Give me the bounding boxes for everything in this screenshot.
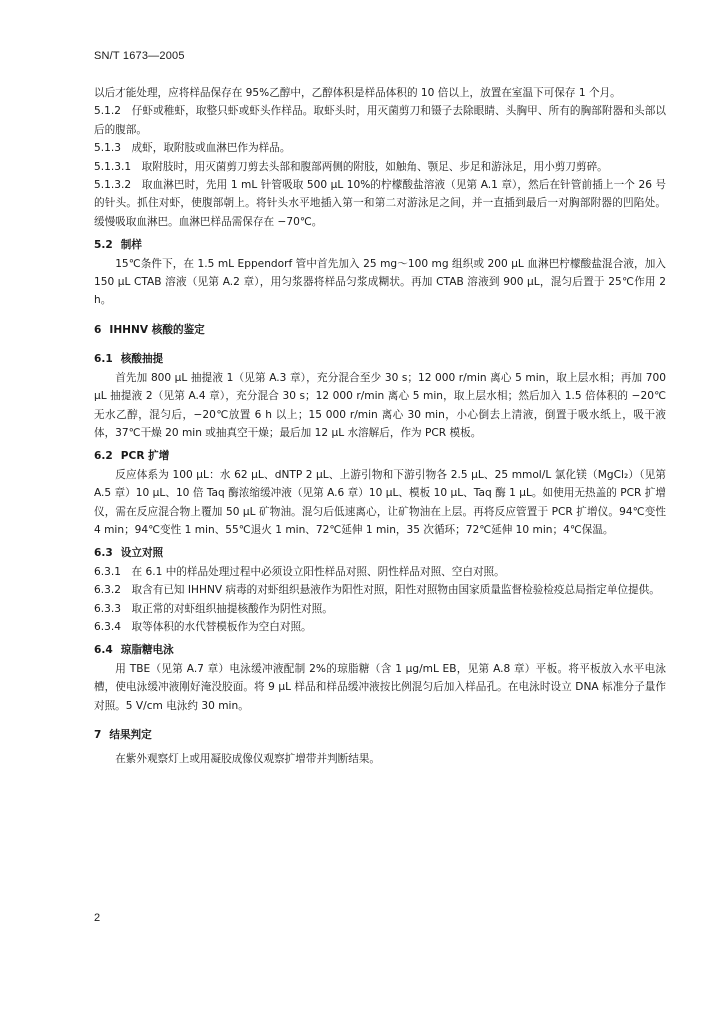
heading-title: 制样 (120, 239, 142, 252)
chapter-6-heading (94, 321, 666, 339)
clause-6-3-3: 6.3.3 取正常的对虾组织抽提核酸作为阴性对照。 (94, 602, 333, 615)
heading-title: PCR 扩增 (120, 450, 170, 463)
chapter-title: IHHNV 核酸的鉴定 (109, 323, 205, 336)
page-number: 2 (94, 912, 101, 924)
heading-title: 琼脂糖电泳 (120, 644, 174, 657)
document-body (94, 84, 666, 769)
chapter-number: 6 (94, 323, 102, 336)
paragraph-sample-prep: 15℃条件下，在 1.5 mL Eppendorf 管中首先加入 25 mg～100 mg 组织或 200 μL 血淋巴柠檬酸盐混合液，加入 150 μL CTAB 溶液（见第 A.2 章），用匀浆器将样品匀浆成糊状。再加 CTAB 溶液到 900 μL，混匀后置于 25℃作用 2 h。 (94, 257, 666, 307)
heading-number: 6.1 (94, 353, 113, 366)
paragraph-pcr: 反应体系为 100 μL：水 62 μL、dNTP 2 μL、上游引物和下游引物各 2.5 μL、25 mmol/L 氯化镁（MgCl₂）（见第 A.5 章）10 μL、10 倍 Taq 酶浓缩缓冲液（见第 A.6 章）10 μL、模板 10 μL、Taq 酶 1 μL。如使用无热盖的 PCR 扩增仪，需在反应混合物上覆加 50 μL 矿物油。混匀后低速离心，让矿物油在上层。再将反应管置于 PCR 扩增仪。94℃变性 4 min；94℃变性 1 min、55℃退火 1 min、72℃延伸 1 min，35 次循环；72℃延伸 10 min；4℃保温。 (94, 468, 666, 536)
paragraph-result: 在紫外观察灯上或用凝胶成像仪观察扩增带并判断结果。 (115, 753, 381, 766)
clause-6-3-2: 6.3.2 取含有已知 IHHNV 病毒的对虾组织悬液作为阳性对照，阳性对照物由国家质量监督检验检疫总局指定单位提供。 (94, 584, 660, 597)
heading-title: 核酸抽提 (120, 353, 164, 366)
heading-5-2 (94, 236, 666, 254)
heading-number: 6.2 (94, 450, 113, 463)
heading-number: 6.4 (94, 644, 113, 657)
clause-6-3-4: 6.3.4 取等体积的水代替模板作为空白对照。 (94, 620, 312, 633)
heading-title: 设立对照 (120, 547, 164, 560)
clause-5-1-3-2: 5.1.3.2 取血淋巴时，先用 1 mL 针管吸取 500 μL 10%的柠檬酸盐溶液（见第 A.1 章），然后在针管前插上一个 26 号的针头。抓住对虾，使腹部朝上。将针头水平地插入第一和第二对游泳足之间，并一直插到最后一对胸部附器的凹陷处。缓慢吸取血淋巴。血淋巴样品需保存在 −70℃。 (94, 179, 666, 228)
heading-6-2 (94, 447, 666, 465)
heading-number: 6.3 (94, 547, 113, 560)
paragraph-continuation: 以后才能处理，应将样品保存在 95%乙醇中，乙醇体积是样品体积的 10 倍以上，放置在室温下可保存 1 个月。 (94, 87, 621, 99)
heading-6-4 (94, 641, 666, 659)
clause-6-3-1: 6.3.1 在 6.1 中的样品处理过程中必须设立阳性样品对照、阴性样品对照、空白对照。 (94, 565, 505, 578)
standard-number: SN/T 1673—2005 (94, 50, 185, 62)
paragraph-electrophoresis: 用 TBE（见第 A.7 章）电泳缓冲液配制 2%的琼脂糖（含 1 μg/mL EB，见第 A.8 章）平板。将平板放入水平电泳槽，使电泳缓冲液刚好淹没胶面。将 9 μL 样品和样品缓冲液按比例混匀后加入样品孔。在电泳时设立 DNA 标准分子量作对照。5 V/cm 电泳约 30 min。 (94, 662, 666, 712)
clause-5-1-3-1: 5.1.3.1 取附肢时，用灭菌剪刀剪去头部和腹部两侧的附肢，如触角、颚足、步足和游泳足，用小剪刀剪碎。 (94, 160, 608, 173)
heading-6-1 (94, 350, 666, 368)
clause-5-1-3: 5.1.3 成虾，取附肢或血淋巴作为样品。 (94, 142, 291, 155)
paragraph-nucleic-extraction: 首先加 800 μL 抽提液 1（见第 A.3 章），充分混合至少 30 s；12 000 r/min 离心 5 min，取上层水相；再加 700 μL 抽提液 2（见第 A.4 章），充分混合 30 s；12 000 r/min 离心 5 min，取上层水相；然后加入 1.5 倍体积的 −20℃无水乙醇，混匀后，−20℃放置 6 h 以上；15 000 r/min 离心 30 min，小心倒去上清液，倒置于吸水纸上，吸干液体，37℃干燥 20 min 或抽真空干燥；最后加 12 μL 水溶解后，作为 PCR 模板。 (94, 371, 666, 439)
chapter-7-heading (94, 726, 666, 744)
heading-6-3 (94, 544, 666, 562)
chapter-number: 7 (94, 729, 102, 741)
clause-5-1-2: 5.1.2 仔虾或稚虾，取整只虾或虾头作样品。取虾头时，用灭菌剪刀和镊子去除眼睛、头胸甲、所有的胸部附器和头部以后的腹部。 (94, 105, 666, 136)
heading-number: 5.2 (94, 239, 113, 252)
chapter-title: 结果判定 (109, 729, 152, 741)
